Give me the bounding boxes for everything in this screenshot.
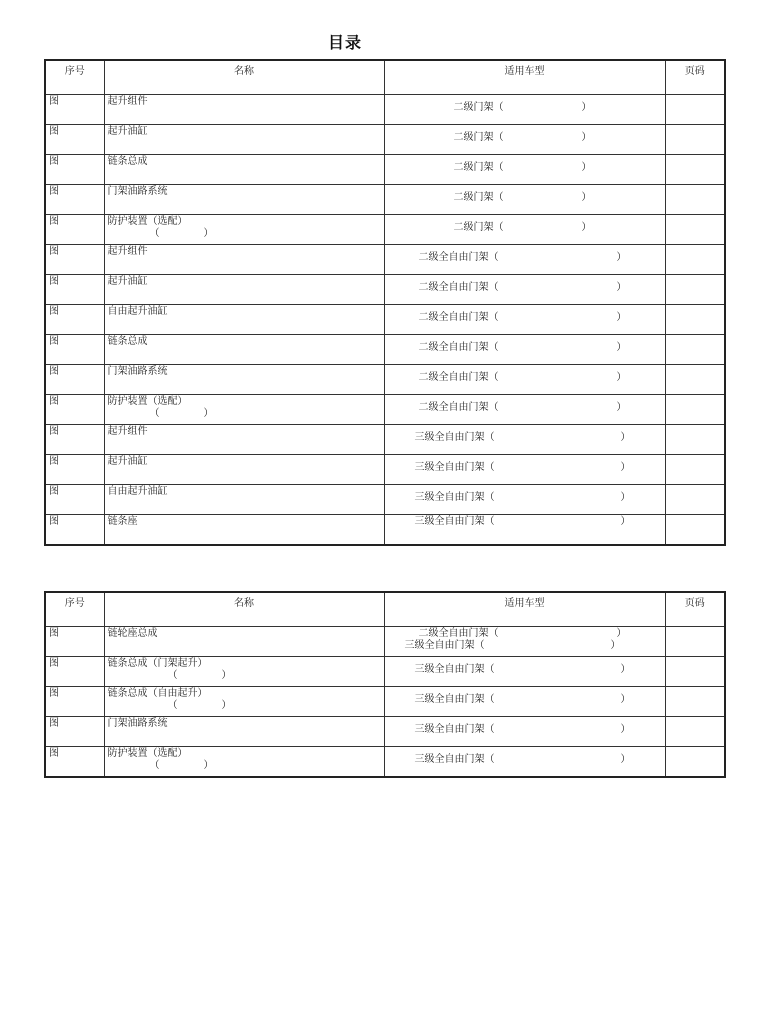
row-name-note — [108, 228, 384, 240]
row-model-cell — [384, 686, 665, 716]
row-model-cell — [384, 514, 665, 545]
model-text: 二级全自由门架（ — [418, 627, 499, 639]
model-line — [419, 628, 627, 640]
model-line — [419, 252, 627, 264]
model-close-paren: ） — [620, 663, 631, 675]
row-number: 图 — [45, 154, 104, 184]
model-text: 三级全自由门架（ — [414, 461, 495, 473]
toc-table-2 — [44, 591, 726, 778]
model-close-paren: ） — [581, 131, 592, 143]
header-no: 序号 — [45, 592, 104, 626]
row-page — [665, 746, 725, 777]
header-page: 页码 — [665, 60, 725, 94]
row-page — [665, 184, 725, 214]
model-text: 二级全自由门架（ — [418, 341, 499, 353]
row-name: 链条总成（门架起升） — [107, 657, 208, 669]
row-page — [665, 454, 725, 484]
row-number: 图 — [45, 124, 104, 154]
table-row — [45, 364, 725, 394]
row-number: 图 — [45, 214, 104, 244]
row-model-cell — [384, 184, 665, 214]
row-model-cell — [384, 274, 665, 304]
table-row — [45, 124, 725, 154]
model-text: 二级全自由门架（ — [418, 251, 499, 263]
row-name-cell — [104, 454, 384, 484]
row-model-cell — [384, 124, 665, 154]
model-close-paren: ） — [616, 341, 627, 353]
row-page — [665, 514, 725, 545]
model-line — [415, 694, 631, 706]
row-name: 自由起升油缸 — [107, 485, 168, 497]
row-page — [665, 686, 725, 716]
row-name: 链条座 — [107, 515, 138, 527]
model-line — [419, 342, 627, 354]
model-line — [454, 192, 592, 204]
row-number: 图 — [45, 184, 104, 214]
row-name: 门架油路系统 — [107, 365, 168, 377]
table-row — [45, 716, 725, 746]
note-open-paren: （ — [167, 669, 178, 681]
table-row — [45, 454, 725, 484]
row-name-note — [108, 670, 384, 682]
model-close-paren: ） — [620, 515, 631, 527]
row-model-cell — [384, 716, 665, 746]
row-model-cell — [384, 424, 665, 454]
row-name-note — [108, 408, 384, 420]
model-text: 二级全自由门架（ — [418, 371, 499, 383]
row-number: 图 — [45, 746, 104, 777]
row-name: 链条总成 — [107, 335, 148, 347]
model-close-paren: ） — [616, 281, 627, 293]
row-number: 图 — [45, 424, 104, 454]
row-number: 图 — [45, 274, 104, 304]
note-open-paren: （ — [149, 407, 160, 419]
row-page — [665, 214, 725, 244]
table-row — [45, 626, 725, 656]
row-name: 防护装置（选配） — [107, 215, 188, 227]
row-page — [665, 244, 725, 274]
model-text: 三级全自由门架（ — [414, 723, 495, 735]
model-text: 二级全自由门架（ — [418, 281, 499, 293]
model-text: 二级全自由门架（ — [418, 311, 499, 323]
table-row — [45, 484, 725, 514]
row-page — [665, 484, 725, 514]
model-close-paren: ） — [610, 639, 621, 651]
row-name-cell — [104, 626, 384, 656]
table-row — [45, 424, 725, 454]
header-page: 页码 — [665, 592, 725, 626]
table-row — [45, 244, 725, 274]
row-page — [665, 94, 725, 124]
row-number: 图 — [45, 686, 104, 716]
row-name-note — [108, 760, 384, 772]
row-number: 图 — [45, 484, 104, 514]
row-name-cell — [104, 514, 384, 545]
row-page — [665, 304, 725, 334]
header-model: 适用车型 — [384, 592, 665, 626]
page-title: 目录 — [327, 33, 362, 52]
row-model-cell — [384, 746, 665, 777]
row-name: 门架油路系统 — [107, 185, 168, 197]
row-model-cell — [384, 394, 665, 424]
row-name-cell — [104, 686, 384, 716]
model-close-paren: ） — [616, 251, 627, 263]
model-close-paren: ） — [616, 627, 627, 639]
model-text: 二级门架（ — [453, 191, 504, 203]
note-close-paren: ） — [203, 407, 214, 419]
model-text: 二级门架（ — [453, 161, 504, 173]
row-number: 图 — [45, 454, 104, 484]
row-model-cell — [384, 154, 665, 184]
model-line — [419, 372, 627, 384]
row-name: 起升组件 — [107, 95, 148, 107]
row-name-cell — [104, 484, 384, 514]
model-line — [415, 724, 631, 736]
row-number: 图 — [45, 656, 104, 686]
row-name-cell — [104, 94, 384, 124]
table-row — [45, 184, 725, 214]
row-name: 防护装置（选配） — [107, 395, 188, 407]
header-name: 名称 — [104, 60, 384, 94]
model-line — [454, 132, 592, 144]
model-close-paren: ） — [616, 311, 627, 323]
model-line — [419, 312, 627, 324]
row-model-cell — [384, 484, 665, 514]
row-name-cell — [104, 334, 384, 364]
model-line — [415, 754, 631, 766]
model-text: 三级全自由门架（ — [404, 639, 485, 651]
row-page — [665, 424, 725, 454]
table-row — [45, 94, 725, 124]
row-name-cell — [104, 424, 384, 454]
row-name-cell — [104, 656, 384, 686]
row-model-cell — [384, 214, 665, 244]
row-model-cell — [384, 454, 665, 484]
row-model-cell — [384, 626, 665, 656]
row-name: 起升组件 — [107, 245, 148, 257]
row-page — [665, 154, 725, 184]
model-close-paren: ） — [620, 723, 631, 735]
model-line — [419, 282, 627, 294]
note-close-paren: ） — [203, 759, 214, 771]
model-text: 三级全自由门架（ — [414, 431, 495, 443]
note-close-paren: ） — [203, 227, 214, 239]
row-model-cell — [384, 334, 665, 364]
row-name-cell — [104, 244, 384, 274]
model-close-paren: ） — [620, 461, 631, 473]
row-name-cell — [104, 364, 384, 394]
note-open-paren: （ — [149, 227, 160, 239]
row-page — [665, 124, 725, 154]
row-number: 图 — [45, 364, 104, 394]
model-text: 三级全自由门架（ — [414, 663, 495, 675]
row-model-cell — [384, 656, 665, 686]
row-page — [665, 656, 725, 686]
model-text: 二级门架（ — [453, 221, 504, 233]
model-text: 二级门架（ — [453, 131, 504, 143]
table-row — [45, 686, 725, 716]
note-close-paren: ） — [221, 669, 232, 681]
model-close-paren: ） — [620, 693, 631, 705]
row-name: 起升油缸 — [107, 455, 148, 467]
table-row — [45, 746, 725, 777]
row-name: 链轮座总成 — [107, 627, 158, 639]
row-name-note — [108, 700, 384, 712]
row-name: 起升油缸 — [107, 125, 148, 137]
row-model-cell — [384, 304, 665, 334]
table-row — [45, 334, 725, 364]
row-number: 图 — [45, 394, 104, 424]
note-open-paren: （ — [167, 699, 178, 711]
row-page — [665, 334, 725, 364]
row-name: 起升组件 — [107, 425, 148, 437]
header-model: 适用车型 — [384, 60, 665, 94]
model-close-paren: ） — [581, 221, 592, 233]
model-line — [454, 102, 592, 114]
table-row — [45, 274, 725, 304]
table-row — [45, 154, 725, 184]
row-name-cell — [104, 746, 384, 777]
row-number: 图 — [45, 334, 104, 364]
row-model-cell — [384, 364, 665, 394]
model-line — [415, 492, 631, 504]
row-name-cell — [104, 304, 384, 334]
model-line — [419, 402, 627, 414]
table-row — [45, 304, 725, 334]
row-model-cell — [384, 244, 665, 274]
note-close-paren: ） — [221, 699, 232, 711]
row-page — [665, 394, 725, 424]
model-close-paren: ） — [581, 161, 592, 173]
table-row — [45, 514, 725, 545]
model-line-2 — [405, 640, 621, 652]
model-line — [454, 222, 592, 234]
model-text: 三级全自由门架（ — [414, 515, 495, 527]
table-row — [45, 394, 725, 424]
model-close-paren: ） — [620, 491, 631, 503]
table-row — [45, 214, 725, 244]
model-line — [415, 432, 631, 444]
row-name-cell — [104, 124, 384, 154]
model-line — [454, 162, 592, 174]
row-name-cell — [104, 214, 384, 244]
row-name-cell — [104, 716, 384, 746]
header-no: 序号 — [45, 60, 104, 94]
row-name: 链条总成 — [107, 155, 148, 167]
row-page — [665, 364, 725, 394]
row-name: 防护装置（选配） — [107, 747, 188, 759]
row-name-cell — [104, 184, 384, 214]
model-text: 三级全自由门架（ — [414, 491, 495, 503]
model-text: 二级门架（ — [453, 101, 504, 113]
model-close-paren: ） — [620, 431, 631, 443]
row-name: 链条总成（自由起升） — [107, 687, 208, 699]
model-close-paren: ） — [581, 101, 592, 113]
row-page — [665, 274, 725, 304]
row-number: 图 — [45, 626, 104, 656]
header-name: 名称 — [104, 592, 384, 626]
row-model-cell — [384, 94, 665, 124]
model-text: 三级全自由门架（ — [414, 693, 495, 705]
row-name-cell — [104, 154, 384, 184]
row-number: 图 — [45, 94, 104, 124]
row-number: 图 — [45, 244, 104, 274]
row-name: 门架油路系统 — [107, 717, 168, 729]
model-line — [415, 664, 631, 676]
model-text: 二级全自由门架（ — [418, 401, 499, 413]
row-name-cell — [104, 274, 384, 304]
table-row — [45, 656, 725, 686]
model-text: 三级全自由门架（ — [414, 753, 495, 765]
model-close-paren: ） — [616, 371, 627, 383]
row-page — [665, 716, 725, 746]
note-open-paren: （ — [149, 759, 160, 771]
row-name: 起升油缸 — [107, 275, 148, 287]
model-close-paren: ） — [581, 191, 592, 203]
toc-table-1 — [44, 59, 726, 546]
row-number: 图 — [45, 514, 104, 545]
model-line — [415, 462, 631, 474]
row-name-cell — [104, 394, 384, 424]
model-close-paren: ） — [620, 753, 631, 765]
row-page — [665, 626, 725, 656]
model-close-paren: ） — [616, 401, 627, 413]
row-number: 图 — [45, 304, 104, 334]
row-name: 自由起升油缸 — [107, 305, 168, 317]
row-number: 图 — [45, 716, 104, 746]
model-line — [415, 516, 631, 528]
